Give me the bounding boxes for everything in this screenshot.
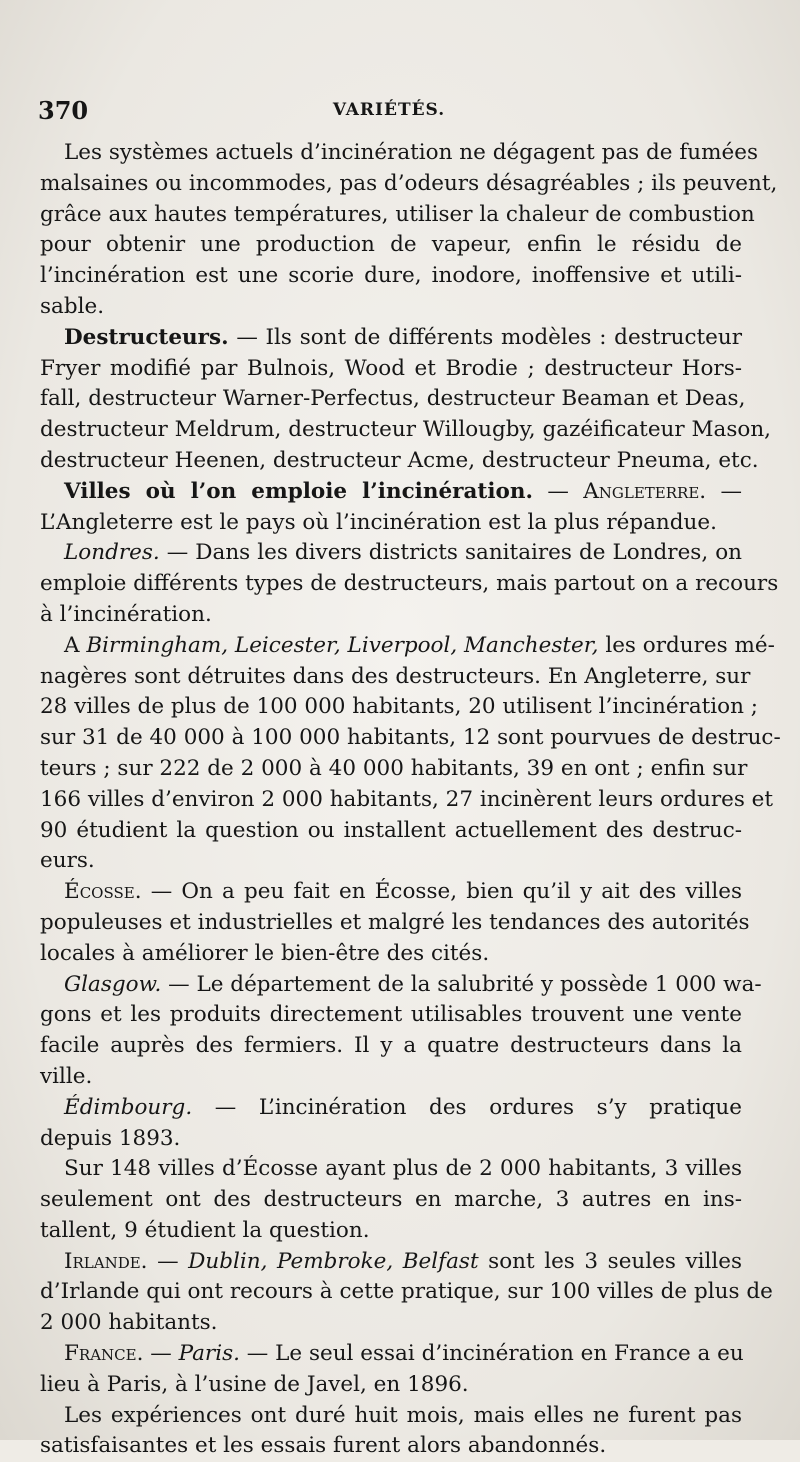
text-line <box>40 600 742 631</box>
text-segment: seulement ont des destructeurs en marche, 3 autres en ins- <box>40 1187 742 1213</box>
text-segment: emploie différents types de destructeurs, mais partout on a recours <box>40 571 779 597</box>
text-line <box>40 1062 742 1093</box>
text-segment: pour obtenir une production de vapeur, enfin le résidu de <box>40 232 742 258</box>
text-segment: A <box>64 632 87 658</box>
text-segment: populeuses et industrielles et malgré les tendances des autorités <box>40 909 750 935</box>
text-segment: facile auprès des fermiers. Il y a quatre destructeurs dans la <box>40 1033 742 1059</box>
text-line <box>40 939 742 970</box>
text-segment: 28 villes de plus de 100 000 habitants, 20 utilisent l’incinération ; <box>40 694 759 720</box>
text-segment: — Le département de la salubrité y possède 1 000 wa- <box>161 971 762 997</box>
text-segment: sont les 3 seules villes <box>478 1248 742 1274</box>
text-segment: à l’incinération. <box>40 601 212 627</box>
text-segment: Angleterre. <box>583 478 707 504</box>
text-segment: 166 villes d’environ 2 000 habitants, 27 incinèrent leurs ordures et <box>40 786 774 812</box>
text-segment: — <box>143 1341 179 1367</box>
text-segment: Édimbourg. <box>64 1094 193 1120</box>
text-line <box>40 415 771 446</box>
text-segment: 2 000 habitants. <box>40 1310 218 1336</box>
text-line <box>40 631 775 662</box>
text-line <box>40 1431 742 1462</box>
text-segment: Écosse. <box>64 879 142 905</box>
text-segment: Fryer modifié par Bulnois, Wood et Brodie ; destructeur Hors- <box>40 355 742 381</box>
text-line <box>40 754 748 785</box>
text-line <box>40 384 746 415</box>
text-line <box>40 1124 742 1155</box>
text-segment: Glasgow. <box>64 971 162 997</box>
text-segment: satisfaisantes et les essais furent alors abandonnés. <box>40 1433 607 1459</box>
text-segment: Les systèmes actuels d’incinération ne dégagent pas de fumées <box>64 140 759 165</box>
text-line <box>40 569 779 600</box>
text-segment: — Dans les divers districts sanitaires de Londres, on <box>159 540 742 566</box>
text-segment: Irlande. <box>64 1248 148 1274</box>
text-line <box>40 692 759 723</box>
text-segment: Dublin, Pembroke, Belfast <box>188 1248 479 1274</box>
text-line <box>40 1000 742 1031</box>
text-line <box>40 816 742 847</box>
text-segment: teurs ; sur 222 de 2 000 à 40 000 habitants, 39 en ont ; enfin sur <box>40 755 748 781</box>
text-segment: 90 étudient la question ou installent actuellement des destruc- <box>40 817 742 843</box>
text-segment: sur 31 de 40 000 à 100 000 habitants, 12 sont pourvues de destruc- <box>40 725 781 751</box>
text-line <box>40 323 742 354</box>
text-segment: Villes où l’on emploie l’incinération. <box>64 478 533 504</box>
text-line <box>40 200 755 231</box>
text-segment: les ordures mé- <box>598 632 775 658</box>
text-segment: — <box>532 478 584 504</box>
text-line <box>40 508 742 539</box>
text-segment: gons et les produits directement utilisables trouvent une vente <box>40 1002 742 1028</box>
text-segment: l’incinération est une scorie dure, inodore, inoffensive et utili- <box>40 263 742 289</box>
text-segment: Birmingham, Leicester, Liverpool, Manchester, <box>86 632 599 658</box>
text-line <box>40 662 751 693</box>
text-line <box>40 1370 742 1401</box>
text-line <box>40 538 742 569</box>
text-line <box>40 1154 742 1185</box>
text-line <box>40 138 759 169</box>
text-line <box>40 354 742 385</box>
text-line <box>40 1093 742 1124</box>
text-segment: malsaines ou incommodes, pas d’odeurs désagréables ; ils peuvent, <box>40 170 778 196</box>
text-segment: depuis 1893. <box>40 1125 181 1151</box>
text-segment: destructeur Heenen, destructeur Acme, destructeur Pneuma, etc. <box>40 447 759 473</box>
text-segment: Paris. <box>178 1341 240 1367</box>
text-segment: L’Angleterre est le pays où l’incinération est la plus répandue. <box>40 509 717 535</box>
text-line <box>40 1401 742 1432</box>
page-number: 370 <box>38 96 89 125</box>
text-segment: — Ils sont de différents modèles : destructeur <box>228 324 742 350</box>
text-segment: lieu à Paris, à l’usine de Javel, en 1896. <box>40 1371 469 1397</box>
text-line <box>40 1308 742 1339</box>
text-segment: sable. <box>40 293 105 319</box>
text-segment: — <box>147 1248 189 1274</box>
running-title: VARIÉTÉS. <box>332 100 446 120</box>
text-line <box>40 230 742 261</box>
text-line <box>40 970 762 1001</box>
text-segment: grâce aux hautes températures, utiliser la chaleur de combustion <box>40 201 755 227</box>
text-segment: destructeur Meldrum, destructeur Willougby, gazéificateur Mason, <box>40 417 771 443</box>
running-head <box>38 96 740 132</box>
text-line <box>40 785 774 816</box>
text-line <box>40 261 742 292</box>
text-line <box>40 477 742 508</box>
text-line <box>40 1185 742 1216</box>
text-segment: — <box>706 478 742 504</box>
text-segment: fall, destructeur Warner-Perfectus, destructeur Beaman et Deas, <box>40 386 746 412</box>
text-segment: eurs. <box>40 848 95 874</box>
text-segment: Londres. <box>64 540 160 566</box>
text-segment: locales à améliorer le bien-être des cités. <box>40 940 490 966</box>
text-segment: Sur 148 villes d’Écosse ayant plus de 2 000 habitants, 3 villes <box>64 1156 742 1182</box>
text-segment: d’Irlande qui ont recours à cette pratique, sur 100 villes de plus de <box>40 1279 773 1305</box>
text-line <box>40 846 742 877</box>
text-segment: France. <box>64 1341 144 1367</box>
text-line <box>40 446 759 477</box>
text-line <box>40 1339 742 1370</box>
text-segment: nagères sont détruites dans des destructeurs. En Angleterre, sur <box>40 663 751 689</box>
body-text <box>40 138 781 1462</box>
text-line <box>40 908 750 939</box>
text-segment: — Le seul essai d’incinération en France a eu <box>239 1341 744 1367</box>
text-line <box>40 1216 742 1247</box>
text-segment: tallent, 9 étudient la question. <box>40 1217 370 1243</box>
text-line <box>40 1247 742 1278</box>
text-line <box>40 723 781 754</box>
text-line <box>40 1277 773 1308</box>
text-line <box>40 1031 742 1062</box>
text-line <box>40 169 778 200</box>
text-segment: ville. <box>40 1063 93 1089</box>
text-segment: Destructeurs. <box>64 324 229 350</box>
text-segment: — L’incinération des ordures s’y pratique <box>192 1094 742 1120</box>
text-segment: Les expériences ont duré huit mois, mais elles ne furent pas <box>64 1402 742 1428</box>
text-line <box>40 292 742 323</box>
text-segment: — On a peu fait en Écosse, bien qu’il y ait des villes <box>141 879 742 905</box>
text-line <box>40 877 742 908</box>
